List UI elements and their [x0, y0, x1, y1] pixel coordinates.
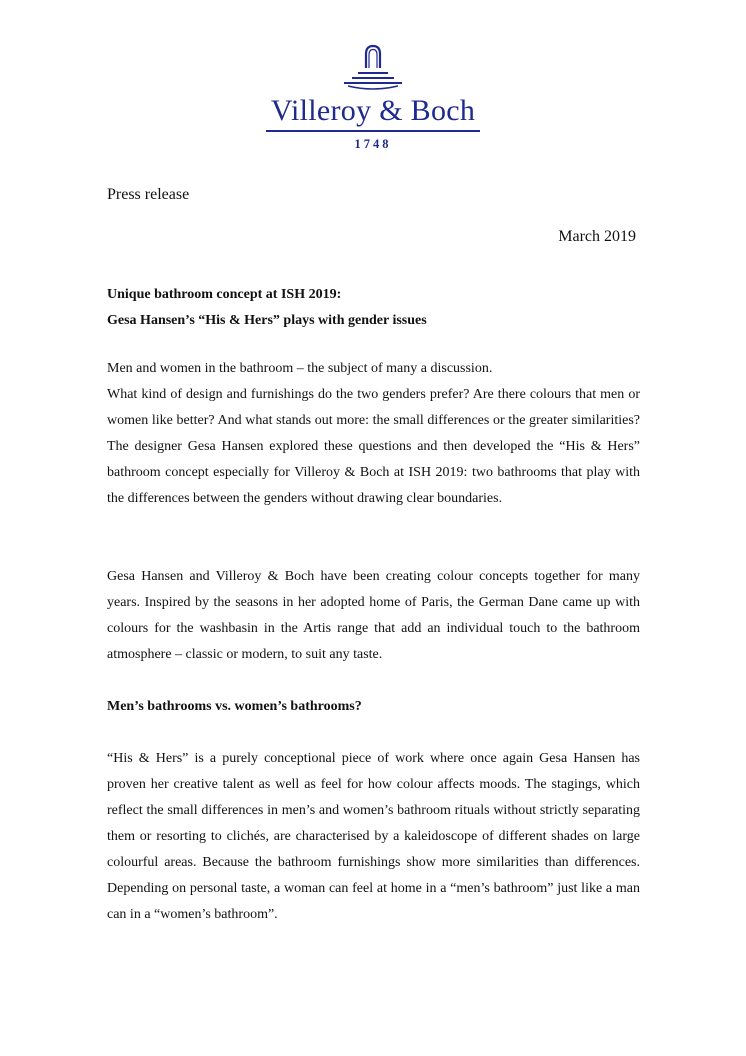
brand-founding-year: 1748 — [354, 137, 392, 151]
paragraph-1-first-line: Men and women in the bathroom – the subject of many a discussion. — [107, 361, 493, 376]
headline-line-2: Gesa Hansen’s “His & Hers” plays with gender issues — [107, 313, 427, 328]
paragraph-2: Gesa Hansen and Villeroy & Boch have been creating colour concepts together for many years. Inspired by the seasons in her adopted home of Paris, the German Dane came up with colours for the washbasin in the Artis range that add an individual touch to the bathroom atmosphere – classic or modern, to suit any taste. — [107, 569, 640, 662]
paragraph-3: “His & Hers” is a purely conceptional piece of work where once again Gesa Hansen has proven her creative talent as well as feel for how colour affects moods. The stagings, which reflect the small differences in men’s and women’s bathroom rituals without strictly separating them or resorting to clichés, are characterised by a kaleidoscope of different shades on large colourful areas. Because the bathroom furnishings show more similarities than differences. Depending on personal taste, a woman can feel at home in a “men’s bathroom” just like a man can in a “women’s bathroom”. — [107, 751, 640, 922]
paragraph-1 — [107, 356, 640, 512]
headline — [107, 282, 640, 334]
brand-logo — [0, 40, 746, 152]
subheading: Men’s bathrooms vs. women’s bathrooms? — [107, 699, 362, 714]
headline-line-1: Unique bathroom concept at ISH 2019: — [107, 287, 342, 302]
fountain-icon — [328, 40, 418, 90]
release-date: March 2019 — [558, 228, 636, 245]
wordmark-underline — [266, 130, 480, 132]
paragraph-1-body: What kind of design and furnishings do the two genders prefer? Are there colours that men or women like better? And what stands out more: the small differences or the greater similarities? The designer Gesa Hansen explored these questions and then developed the “His & Hers” bathroom concept especially for Villeroy & Boch at ISH 2019: two bathrooms that play with the differences between the genders without drawing clear boundaries. — [107, 387, 640, 506]
document-type-label: Press release — [107, 186, 190, 203]
brand-wordmark: Villeroy & Boch — [270, 94, 476, 127]
